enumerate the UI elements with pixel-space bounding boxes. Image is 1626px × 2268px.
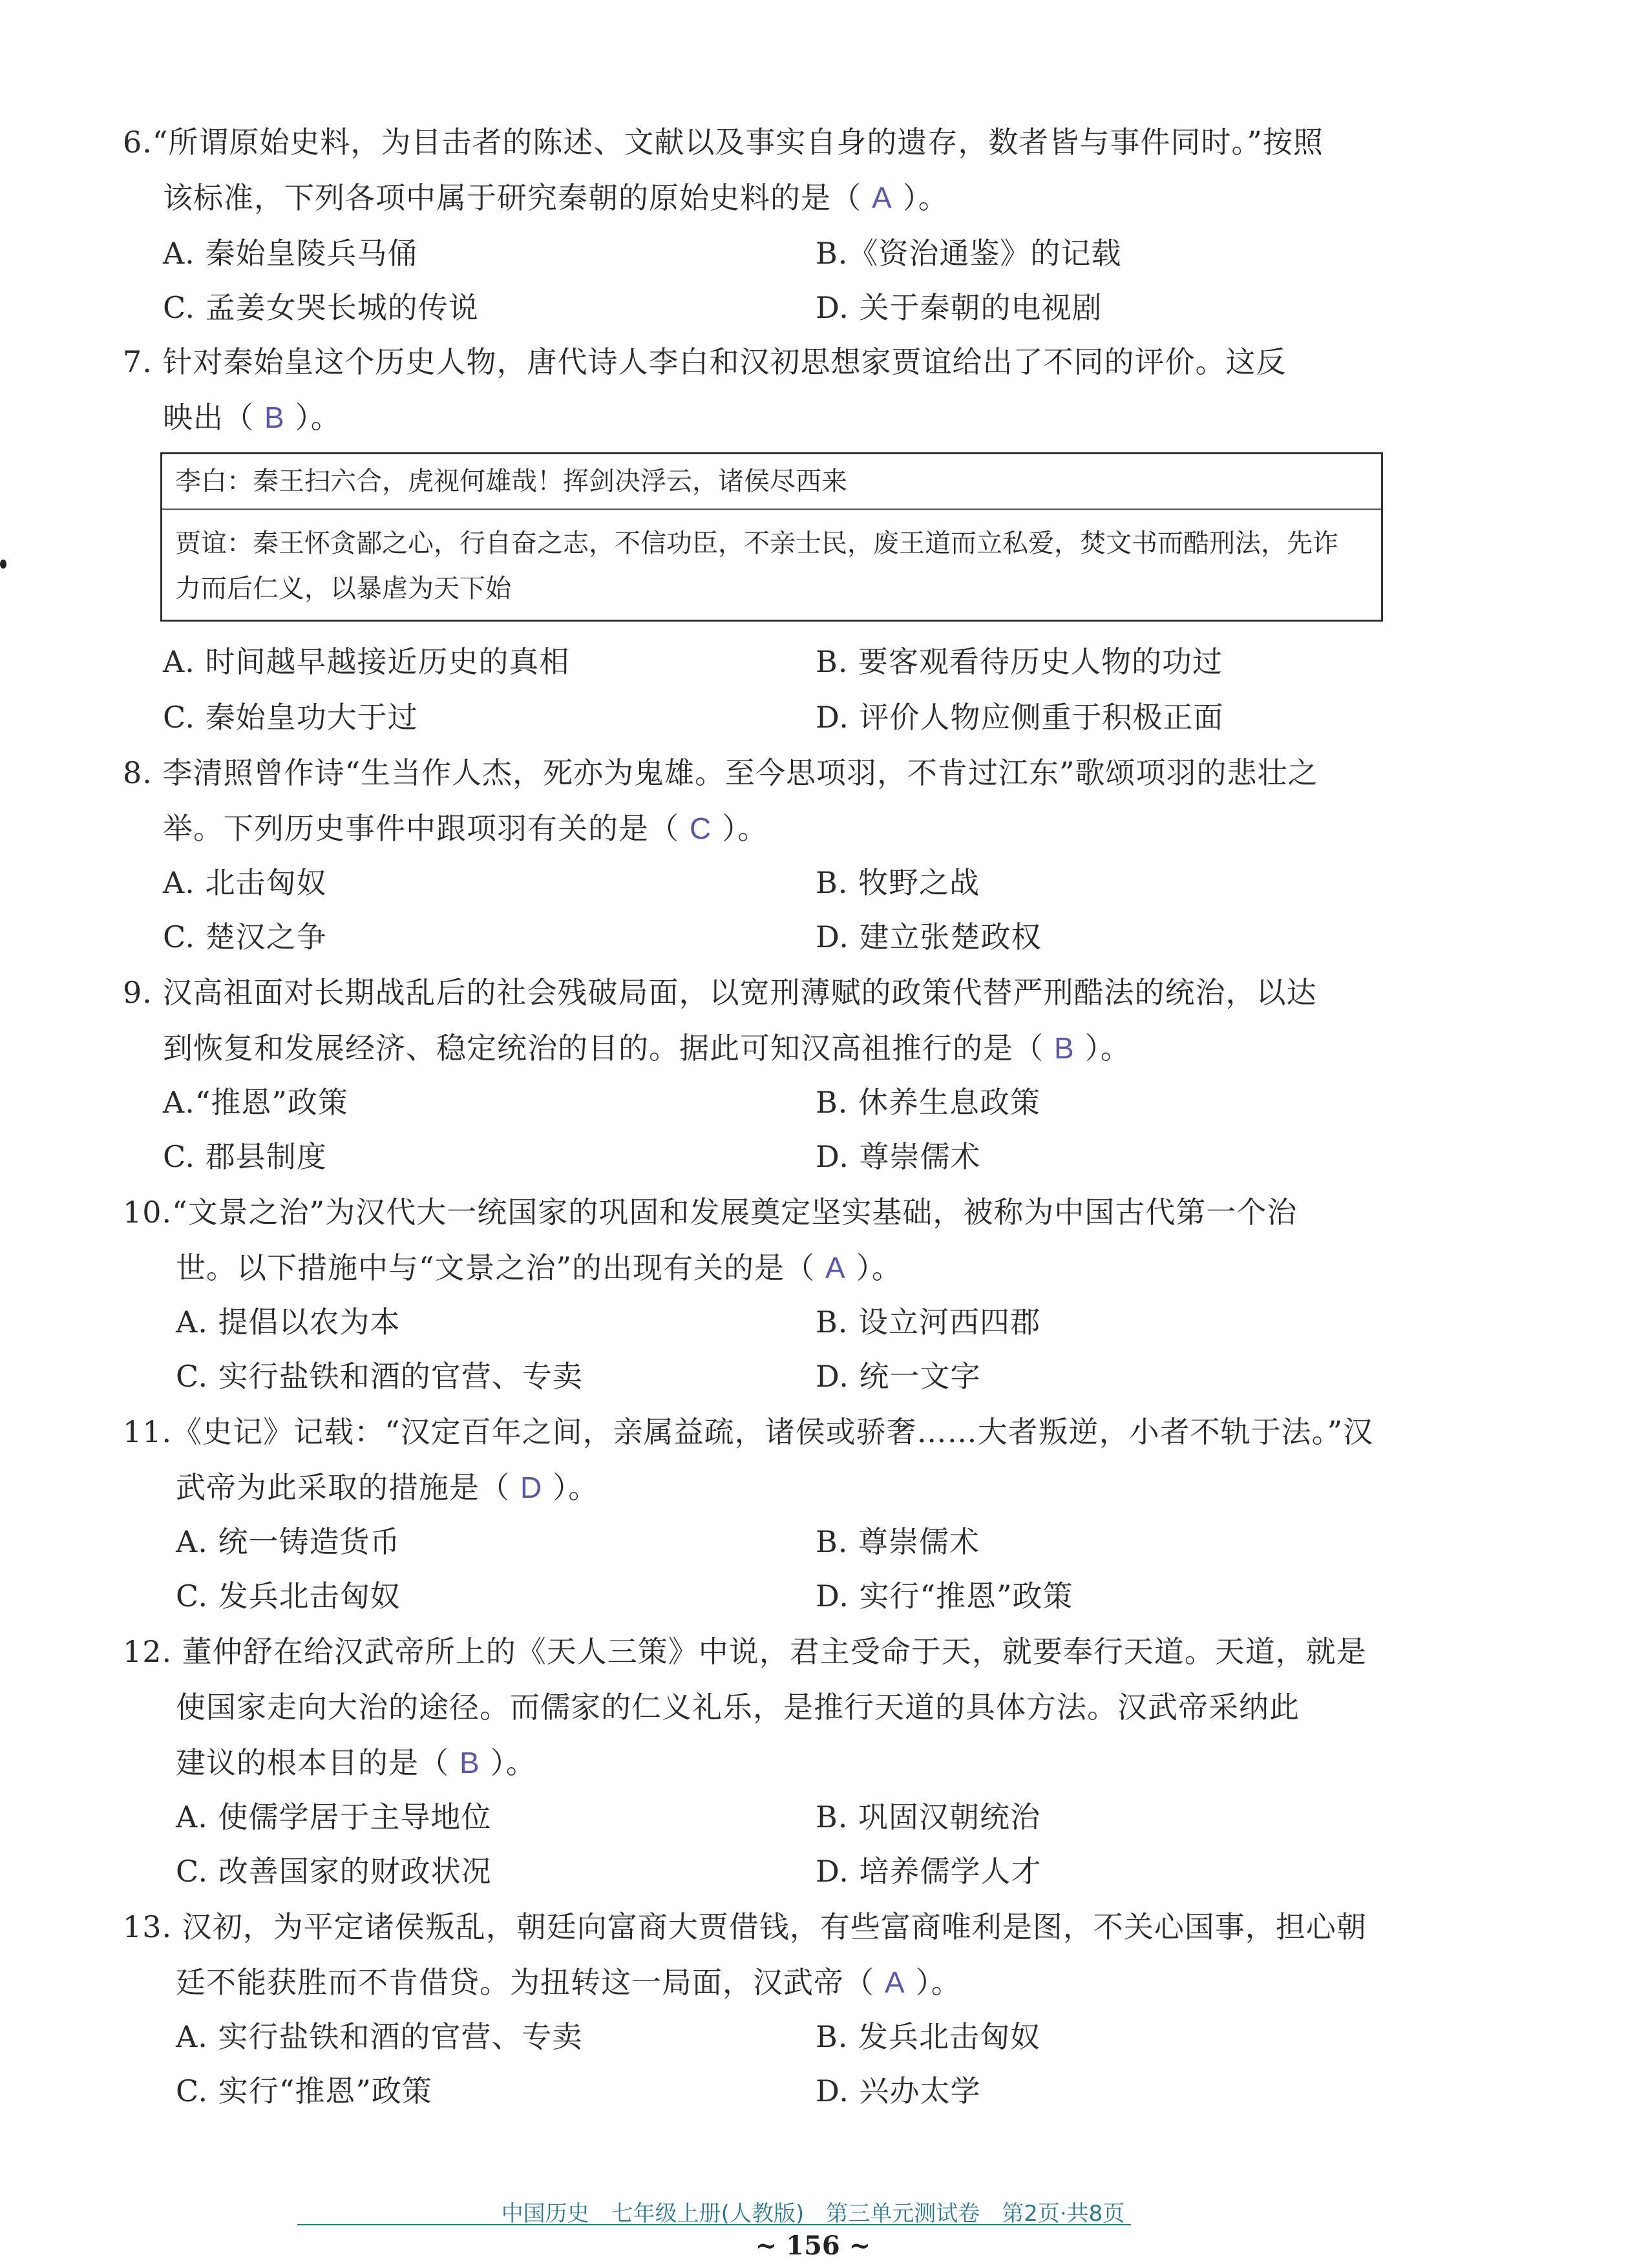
q13-option-a: A. 实行盐铁和酒的官营、专卖 — [176, 2019, 583, 2054]
q6-option-c: C. 孟姜女哭长城的传说 — [163, 290, 479, 325]
q6-stem-line1: 6.“所谓原始史料，为目击者的陈述、文献以及事实自身的遗存，数者皆与事件同时。”按照 — [123, 125, 1324, 160]
q7-answer: B — [264, 401, 285, 434]
q13-answer: A — [885, 1966, 905, 1999]
q11-option-b: B. 尊崇儒术 — [816, 1524, 980, 1559]
q11-option-c: C. 发兵北击匈奴 — [176, 1579, 401, 1613]
q7-quote-libai: 李白：秦王扫六合，虎视何雄哉！挥剑决浮云，诸侯尽西来 — [175, 467, 847, 496]
q7-stem-line2: 映出（ B ）。 — [163, 400, 341, 435]
q8-stem-line2: 举。下列历史事件中跟项羽有关的是（ C ）。 — [163, 811, 768, 846]
q11-stem-line2: 武帝为此采取的措施是（ D ）。 — [176, 1470, 599, 1505]
q10-option-b: B. 设立河西四郡 — [816, 1305, 1041, 1339]
q8-option-d: D. 建立张楚政权 — [816, 919, 1042, 954]
q7-quote-box — [160, 452, 1383, 622]
q12-stem-line3: 建议的根本目的是（ B ）。 — [176, 1745, 536, 1780]
q11-option-a: A. 统一铸造货币 — [176, 1524, 401, 1559]
q10-answer: A — [825, 1251, 846, 1285]
q12-option-b: B. 巩固汉朝统治 — [816, 1800, 1041, 1834]
q10-option-d: D. 统一文字 — [816, 1359, 981, 1394]
q12-answer: B — [459, 1746, 480, 1780]
q10-stem-line1: 10.“文景之治”为汉代大一统国家的巩固和发展奠定坚实基础，被称为中国古代第一个治 — [123, 1195, 1298, 1230]
q13-stem-line2: 廷不能获胜而不肯借贷。为扭转这一局面，汉武帝（ A ）。 — [176, 1965, 962, 2000]
q9-option-a: A.“推恩”政策 — [163, 1085, 348, 1120]
q12-option-c: C. 改善国家的财政状况 — [176, 1854, 492, 1889]
q10-option-a: A. 提倡以农为本 — [176, 1305, 401, 1339]
q13-option-b: B. 发兵北击匈奴 — [816, 2019, 1041, 2054]
q8-option-a: A. 北击匈奴 — [163, 865, 327, 900]
q11-option-d: D. 实行“推恩”政策 — [816, 1579, 1073, 1613]
q7-option-c: C. 秦始皇功大于过 — [163, 700, 418, 735]
q7-quote-jiayi-line1: 贾谊：秦王怀贪鄙之心，行自奋之志，不信功臣，不亲士民，废王道而立私爱，焚文书而酷刑法，先诈 — [175, 529, 1338, 558]
page-number: ~ 156 ~ — [755, 2231, 871, 2261]
q9-option-d: D. 尊崇儒术 — [816, 1139, 981, 1174]
q13-option-d: D. 兴办太学 — [816, 2074, 981, 2108]
scan-mark — [0, 560, 6, 569]
q6-stem-line2: 该标准，下列各项中属于研究秦朝的原始史料的是（ A ）。 — [163, 180, 949, 215]
q12-stem-line2: 使国家走向大治的途径。而儒家的仁义礼乐，是推行天道的具体方法。汉武帝采纳此 — [176, 1690, 1300, 1725]
q13-stem-line1: 13. 汉初，为平定诸侯叛乱，朝廷向富商大贾借钱，有些富商唯利是图，不关心国事，担心朝 — [123, 1909, 1367, 1944]
footer-book-info: 中国历史 七年级上册(人教版) 第三单元测试卷 第2页·共8页 — [501, 2201, 1125, 2227]
q6-option-d: D. 关于秦朝的电视剧 — [816, 290, 1103, 325]
q12-option-d: D. 培养儒学人才 — [816, 1854, 1042, 1889]
q11-answer: D — [520, 1471, 543, 1504]
q10-stem-line2: 世。以下措施中与“文景之治”的出现有关的是（ A ）。 — [176, 1250, 902, 1285]
q12-option-a: A. 使儒学居于主导地位 — [176, 1800, 492, 1834]
q6-option-a: A. 秦始皇陵兵马俑 — [163, 236, 418, 271]
q9-stem-line1: 9. 汉高祖面对长期战乱后的社会残破局面，以宽刑薄赋的政策代替严刑酷法的统治，以达 — [123, 975, 1317, 1010]
q9-option-c: C. 郡县制度 — [163, 1139, 327, 1174]
q7-option-d: D. 评价人物应侧重于积极正面 — [816, 700, 1224, 735]
q9-option-b: B. 休养生息政策 — [816, 1085, 1041, 1120]
q6-option-b: B.《资治通鉴》的记载 — [816, 236, 1122, 271]
q7-option-b: B. 要客观看待历史人物的功过 — [816, 644, 1223, 679]
q7-quote-divider — [162, 509, 1381, 510]
q7-stem-line1: 7. 针对秦始皇这个历史人物，唐代诗人李白和汉初思想家贾谊给出了不同的评价。这反 — [123, 344, 1287, 379]
q11-stem-line1: 11.《史记》记载：“汉定百年之间，亲属益疏，诸侯或骄奢……大者叛逆，小者不轨于法。”汉 — [123, 1414, 1374, 1449]
q13-option-c: C. 实行“推恩”政策 — [176, 2074, 432, 2108]
q8-option-b: B. 牧野之战 — [816, 865, 980, 900]
q8-stem-line1: 8. 李清照曾作诗“生当作人杰，死亦为鬼雄。至今思项羽，不肯过江东”歌颂项羽的悲壮之 — [123, 755, 1318, 790]
q9-answer: B — [1054, 1031, 1075, 1065]
q7-quote-jiayi-line2: 力而后仁义，以暴虐为天下始 — [175, 574, 511, 604]
q9-stem-line2: 到恢复和发展经济、稳定统治的目的。据此可知汉高祖推行的是（ B ）。 — [163, 1031, 1131, 1066]
q8-answer: C — [690, 812, 712, 845]
q8-option-c: C. 楚汉之争 — [163, 919, 327, 954]
footer-divider — [297, 2224, 1131, 2225]
q12-stem-line1: 12. 董仲舒在给汉武帝所上的《天人三策》中说，君主受命于天，就要奉行天道。天道，就是 — [123, 1634, 1367, 1669]
q7-option-a: A. 时间越早越接近历史的真相 — [163, 644, 570, 679]
q6-answer: A — [872, 181, 892, 215]
q10-option-c: C. 实行盐铁和酒的官营、专卖 — [176, 1359, 583, 1394]
